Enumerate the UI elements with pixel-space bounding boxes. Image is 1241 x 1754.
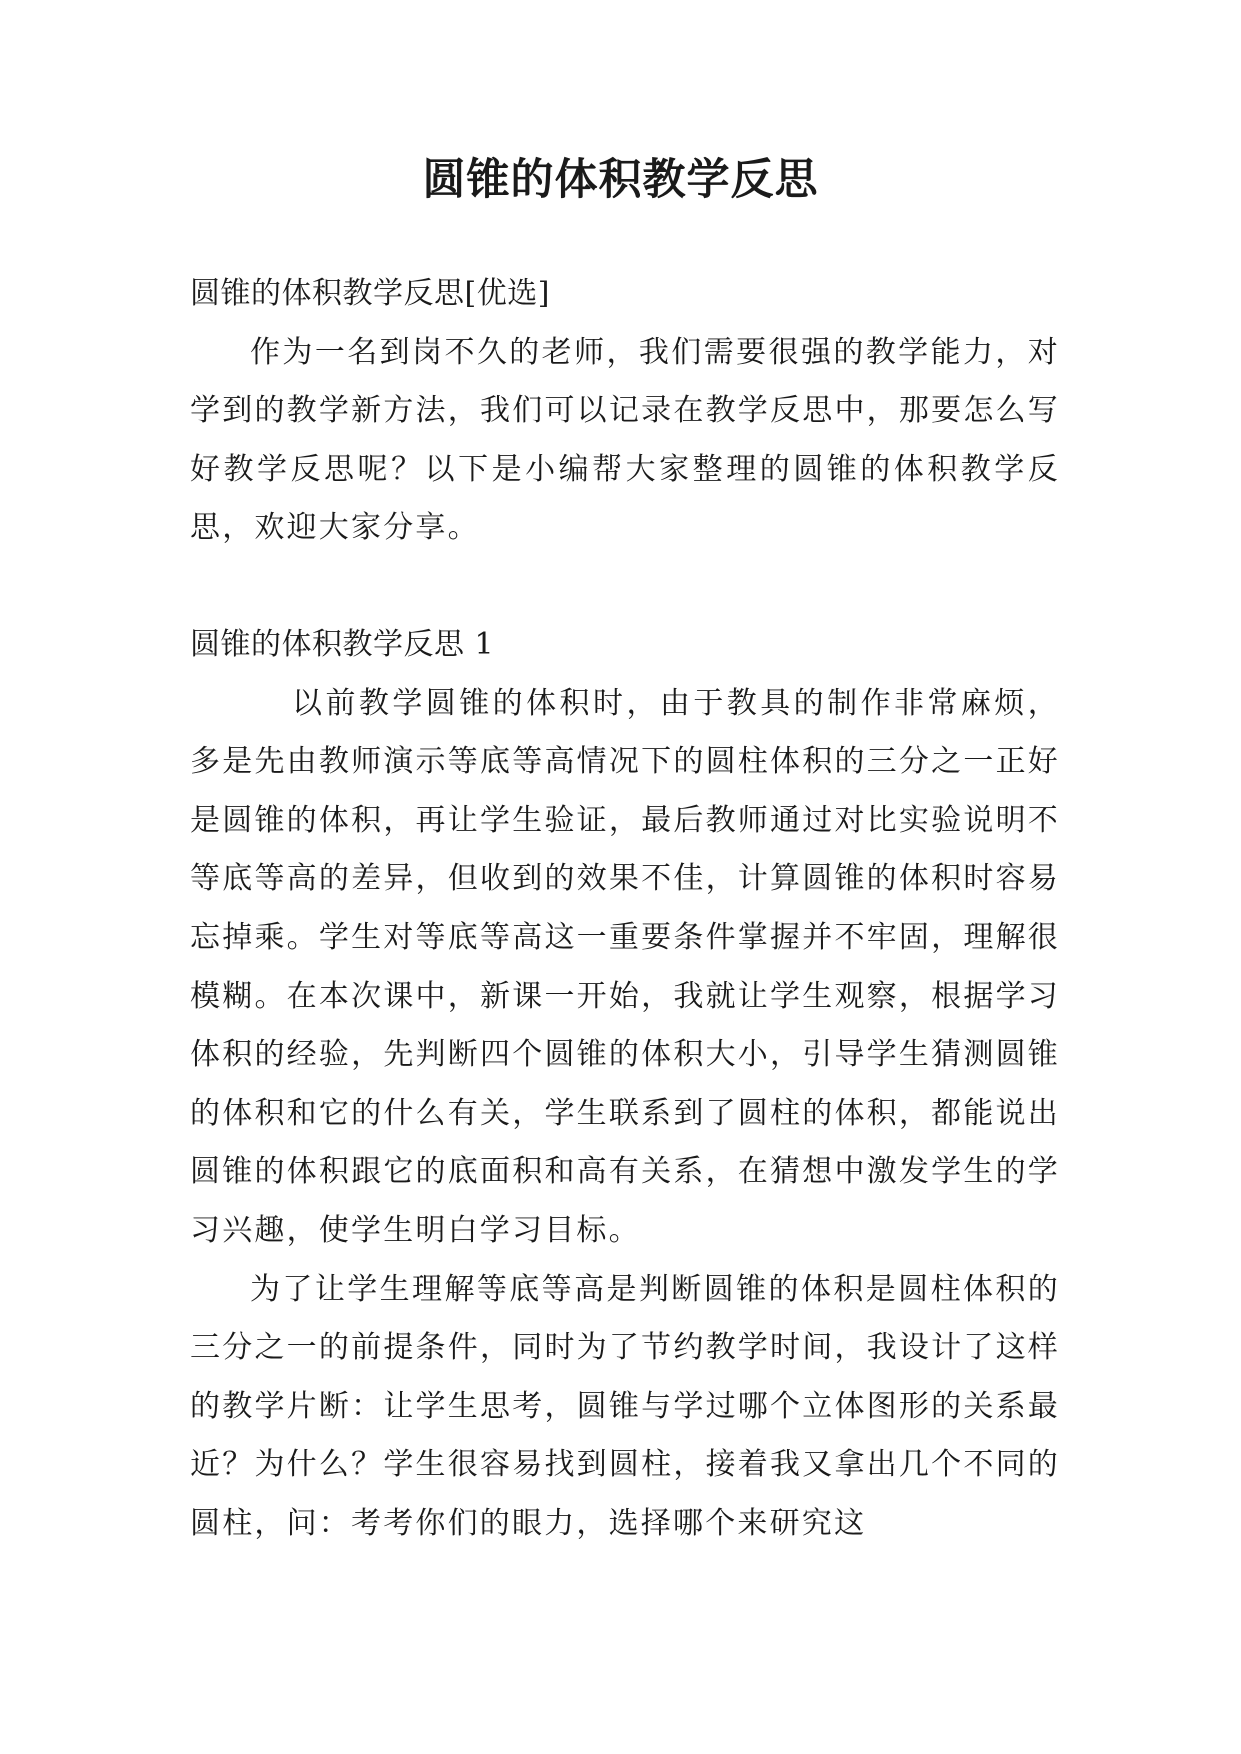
intro-paragraph: 作为一名到岗不久的老师，我们需要很强的教学能力，对学到的教学新方法，我们可以记录在教学反思中，那要怎么写好教学反思呢？以下是小编帮大家整理的圆锥的体积教学反思，欢迎大家分享。: [190, 334, 1060, 546]
section-heading: 圆锥的体积教学反思 1: [190, 626, 495, 662]
body-paragraph-2: 为了让学生理解等底等高是判断圆锥的体积是圆柱体积的三分之一的前提条件，同时为了节约教学时间，我设计了这样的教学片断：让学生思考，圆锥与学过哪个立体图形的关系最近？为什么？学生很容易找到圆柱，接着我又拿出几个不同的圆柱，问：考考你们的眼力，选择哪个来研究这: [190, 1271, 1060, 1541]
document-subtitle: 圆锥的体积教学反思[优选]: [190, 276, 550, 311]
body-paragraph-1: 以前教学圆锥的体积时，由于教具的制作非常麻烦，多是先由教师演示等底等高情况下的圆柱体积的三分之一正好是圆锥的体积，再让学生验证，最后教师通过对比实验说明不等底等高的差异，但收到的效果不佳，计算圆锥的体积时容易忘掉乘。学生对等底等高这一重要条件掌握并不牢固，理解很模糊。在本次课中，新课一开始，我就让学生观察，根据学习体积的经验，先判断四个圆锥的体积大小，引导学生猜测圆锥的体积和它的什么有关，学生联系到了圆柱的体积，都能说出圆锥的体积跟它的底面积和高有关系，在猜想中激发学生的学习兴趣，使学生明白学习目标。: [190, 685, 1060, 1248]
document-title: 圆锥的体积教学反思: [422, 155, 819, 205]
document-body: [190, 265, 1060, 1553]
paragraph-spacer: [190, 558, 1060, 616]
